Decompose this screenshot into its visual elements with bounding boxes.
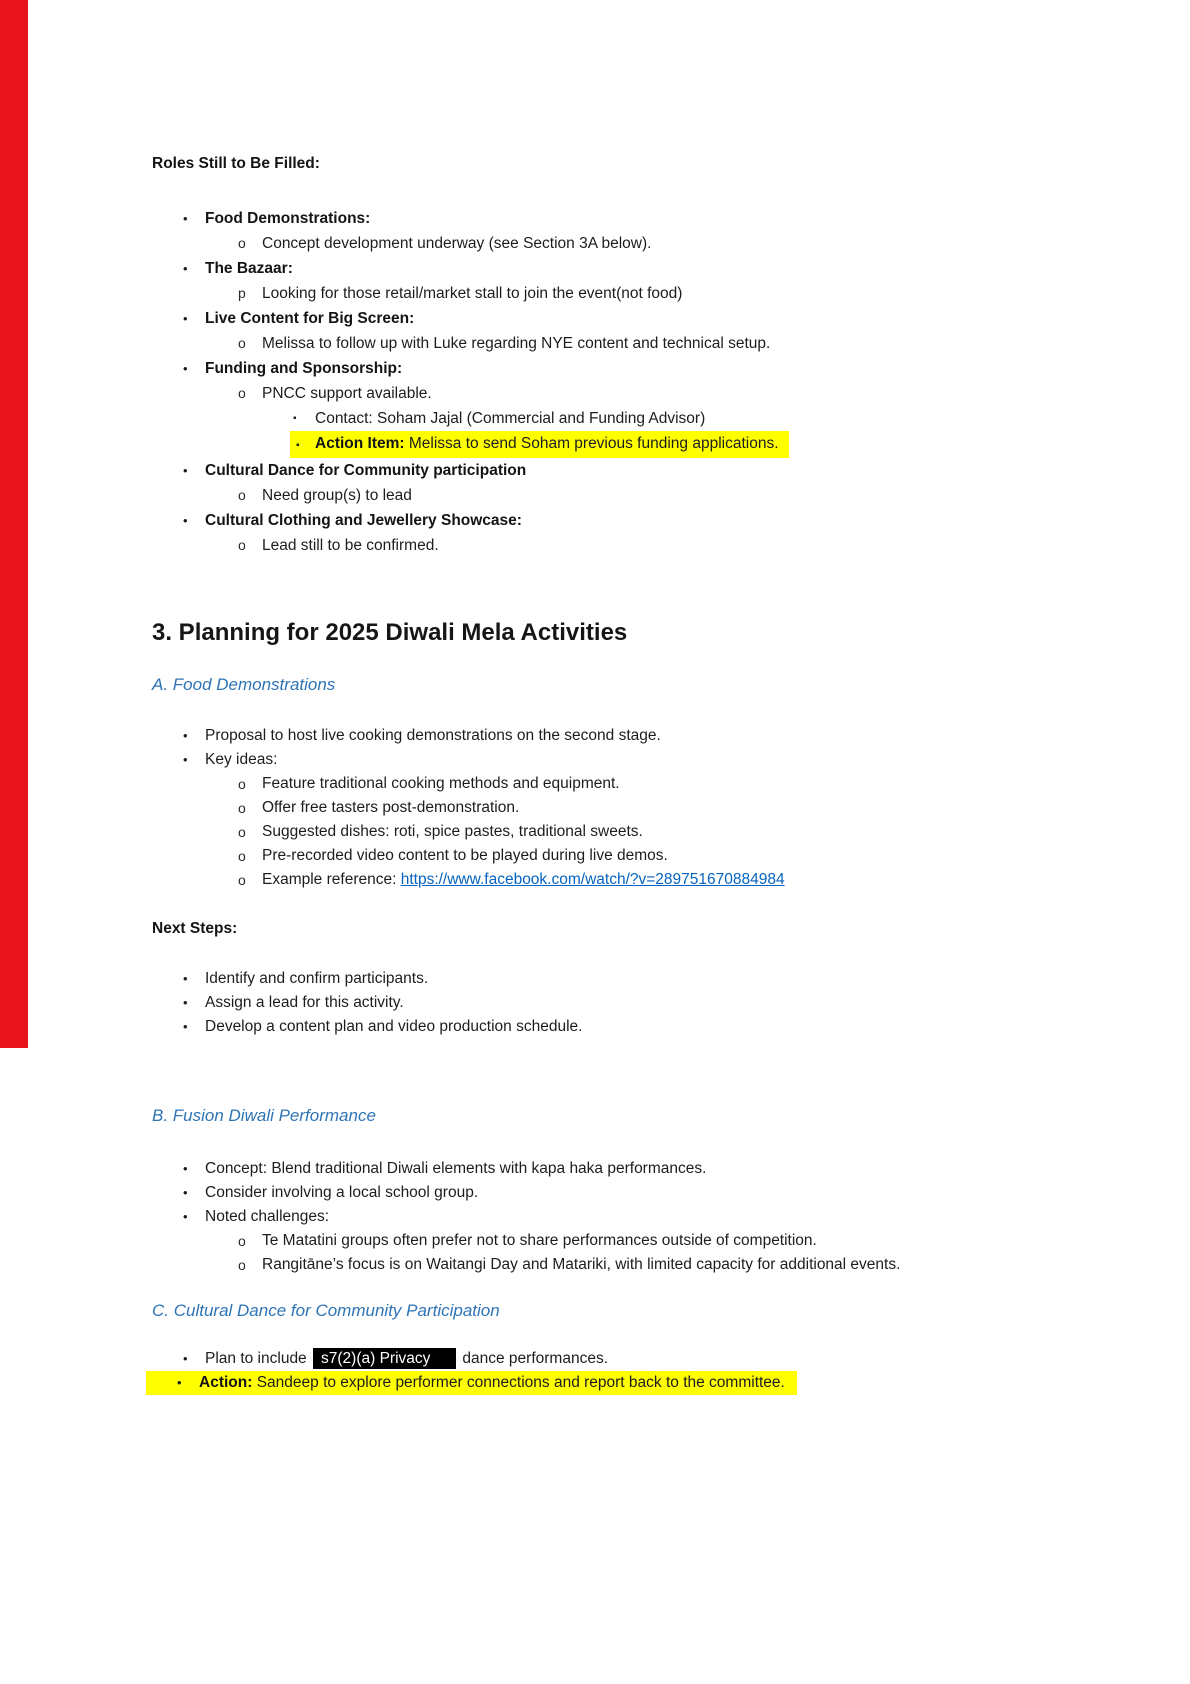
list-item-label: Concept development underway (see Section 3A below). [262, 235, 652, 252]
bullet-icon: • [183, 995, 188, 1010]
section-heading: 3. Planning for 2025 Diwali Mela Activities [152, 619, 628, 646]
list-item-label: Lead still to be confirmed. [262, 537, 439, 554]
list-item [152, 967, 1082, 991]
list-item-highlighted [152, 431, 1082, 458]
list-item [152, 331, 1082, 356]
list-item [152, 748, 1082, 772]
cultural-dance-list [152, 1347, 1082, 1395]
circle-bullet-icon: o [238, 1257, 246, 1273]
list-item [152, 868, 1082, 892]
action-prefix: Action: [199, 1374, 253, 1391]
list-item [152, 1181, 1082, 1205]
bullet-icon: • [183, 1209, 188, 1224]
bullet-icon: • [183, 211, 188, 226]
bullet-icon: • [183, 463, 188, 478]
list-item [152, 231, 1082, 256]
glyph-bullet-icon: p [238, 285, 246, 301]
fusion-performance-list [152, 1157, 1082, 1277]
list-item [152, 1205, 1082, 1229]
list-item [152, 381, 1082, 406]
facebook-video-link[interactable]: https://www.facebook.com/watch/?v=289751670884984 [400, 871, 785, 888]
bullet-icon: • [177, 1375, 182, 1390]
plan-text-before: Plan to include [205, 1350, 311, 1367]
highlight-band [146, 1371, 797, 1395]
list-item-label: The Bazaar: [205, 260, 293, 277]
action-text: Sandeep to explore performer connections and report back to the committee. [252, 1374, 785, 1391]
highlight-band [290, 431, 789, 458]
next-steps-list [152, 967, 1082, 1039]
bullet-icon: • [183, 1161, 188, 1176]
circle-bullet-icon: o [238, 776, 246, 792]
list-item-label: Need group(s) to lead [262, 487, 412, 504]
example-reference-label: Example reference: [262, 871, 401, 888]
privacy-redaction-box: s7(2)(a) Privacy [313, 1348, 456, 1369]
list-item [152, 483, 1082, 508]
circle-bullet-icon: o [238, 537, 246, 553]
circle-bullet-icon: o [238, 848, 246, 864]
list-item-label: Rangitāne’s focus is on Waitangi Day and Matariki, with limited capacity for additional events. [262, 1256, 901, 1273]
list-item-label: Funding and Sponsorship: [205, 360, 403, 377]
circle-bullet-icon: o [238, 800, 246, 816]
next-steps-heading: Next Steps: [152, 920, 238, 937]
list-item-label: Food Demonstrations: [205, 210, 371, 227]
list-item-label: Concept: Blend traditional Diwali elements with kapa haka performances. [205, 1160, 707, 1177]
red-margin-bar [0, 0, 28, 1048]
bullet-icon: • [183, 361, 188, 376]
list-item-label: Develop a content plan and video production schedule. [205, 1018, 583, 1035]
list-item-label: Consider involving a local school group. [205, 1184, 479, 1201]
list-item [152, 256, 1082, 281]
list-item-label: Suggested dishes: roti, spice pastes, traditional sweets. [262, 823, 643, 840]
roles-list [152, 206, 1082, 558]
list-item [152, 458, 1082, 483]
list-item-highlighted [152, 1371, 1082, 1395]
list-item-label: Offer free tasters post-demonstration. [262, 799, 520, 816]
list-item [152, 206, 1082, 231]
subsection-a-heading: A. Food Demonstrations [152, 675, 336, 694]
list-item-label: Key ideas: [205, 751, 278, 768]
circle-bullet-icon: o [238, 872, 246, 888]
bullet-icon: • [183, 513, 188, 528]
bullet-icon: • [183, 261, 188, 276]
circle-bullet-icon: o [238, 335, 246, 351]
list-item-label: Melissa to follow up with Luke regarding NYE content and technical setup. [262, 335, 771, 352]
list-item [152, 533, 1082, 558]
square-bullet-icon: ▪ [293, 413, 297, 424]
bullet-icon: • [183, 728, 188, 743]
square-bullet-icon: ▪ [296, 440, 300, 451]
subsection-c-heading: C. Cultural Dance for Community Participation [152, 1301, 500, 1320]
action-item-prefix: Action Item: [315, 435, 405, 452]
list-item-label: Live Content for Big Screen: [205, 310, 415, 327]
list-item [152, 796, 1082, 820]
list-item [152, 724, 1082, 748]
circle-bullet-icon: o [238, 385, 246, 401]
list-item-label: Noted challenges: [205, 1208, 330, 1225]
list-item [152, 1253, 1082, 1277]
bullet-icon: • [183, 1019, 188, 1034]
plan-text-after: dance performances. [462, 1350, 608, 1367]
list-item [152, 1015, 1082, 1039]
list-item [152, 1229, 1082, 1253]
document-content [152, 0, 1082, 1395]
circle-bullet-icon: o [238, 824, 246, 840]
list-item-label: Feature traditional cooking methods and equipment. [262, 775, 620, 792]
list-item [152, 1347, 1082, 1371]
list-item [152, 820, 1082, 844]
list-item [152, 306, 1082, 331]
roles-heading: Roles Still to Be Filled: [152, 155, 320, 172]
circle-bullet-icon: o [238, 1233, 246, 1249]
list-item-label: Proposal to host live cooking demonstrations on the second stage. [205, 727, 661, 744]
bullet-icon: • [183, 1185, 188, 1200]
bullet-icon: • [183, 971, 188, 986]
list-item-label: Pre-recorded video content to be played during live demos. [262, 847, 668, 864]
list-item [152, 406, 1082, 431]
list-item [152, 991, 1082, 1015]
list-item-label: Assign a lead for this activity. [205, 994, 404, 1011]
subsection-b-heading: B. Fusion Diwali Performance [152, 1106, 376, 1125]
list-item-label: Te Matatini groups often prefer not to share performances outside of competition. [262, 1232, 817, 1249]
list-item [152, 281, 1082, 306]
circle-bullet-icon: o [238, 235, 246, 251]
list-item [152, 844, 1082, 868]
list-item [152, 772, 1082, 796]
list-item-label: Looking for those retail/market stall to join the event(not food) [262, 285, 683, 302]
circle-bullet-icon: o [238, 487, 246, 503]
bullet-icon: • [183, 311, 188, 326]
list-item [152, 356, 1082, 381]
list-item-label: Cultural Dance for Community participation [205, 462, 527, 479]
list-item-label: Contact: Soham Jajal (Commercial and Funding Advisor) [315, 410, 706, 427]
list-item [152, 1157, 1082, 1181]
list-item-label: Identify and confirm participants. [205, 970, 429, 987]
bullet-icon: • [183, 752, 188, 767]
list-item-label: PNCC support available. [262, 385, 432, 402]
list-item [152, 508, 1082, 533]
list-item-label: Cultural Clothing and Jewellery Showcase: [205, 512, 522, 529]
action-item-text: Melissa to send Soham previous funding applications. [404, 435, 779, 452]
bullet-icon: • [183, 1351, 188, 1366]
food-demo-list [152, 724, 1082, 892]
